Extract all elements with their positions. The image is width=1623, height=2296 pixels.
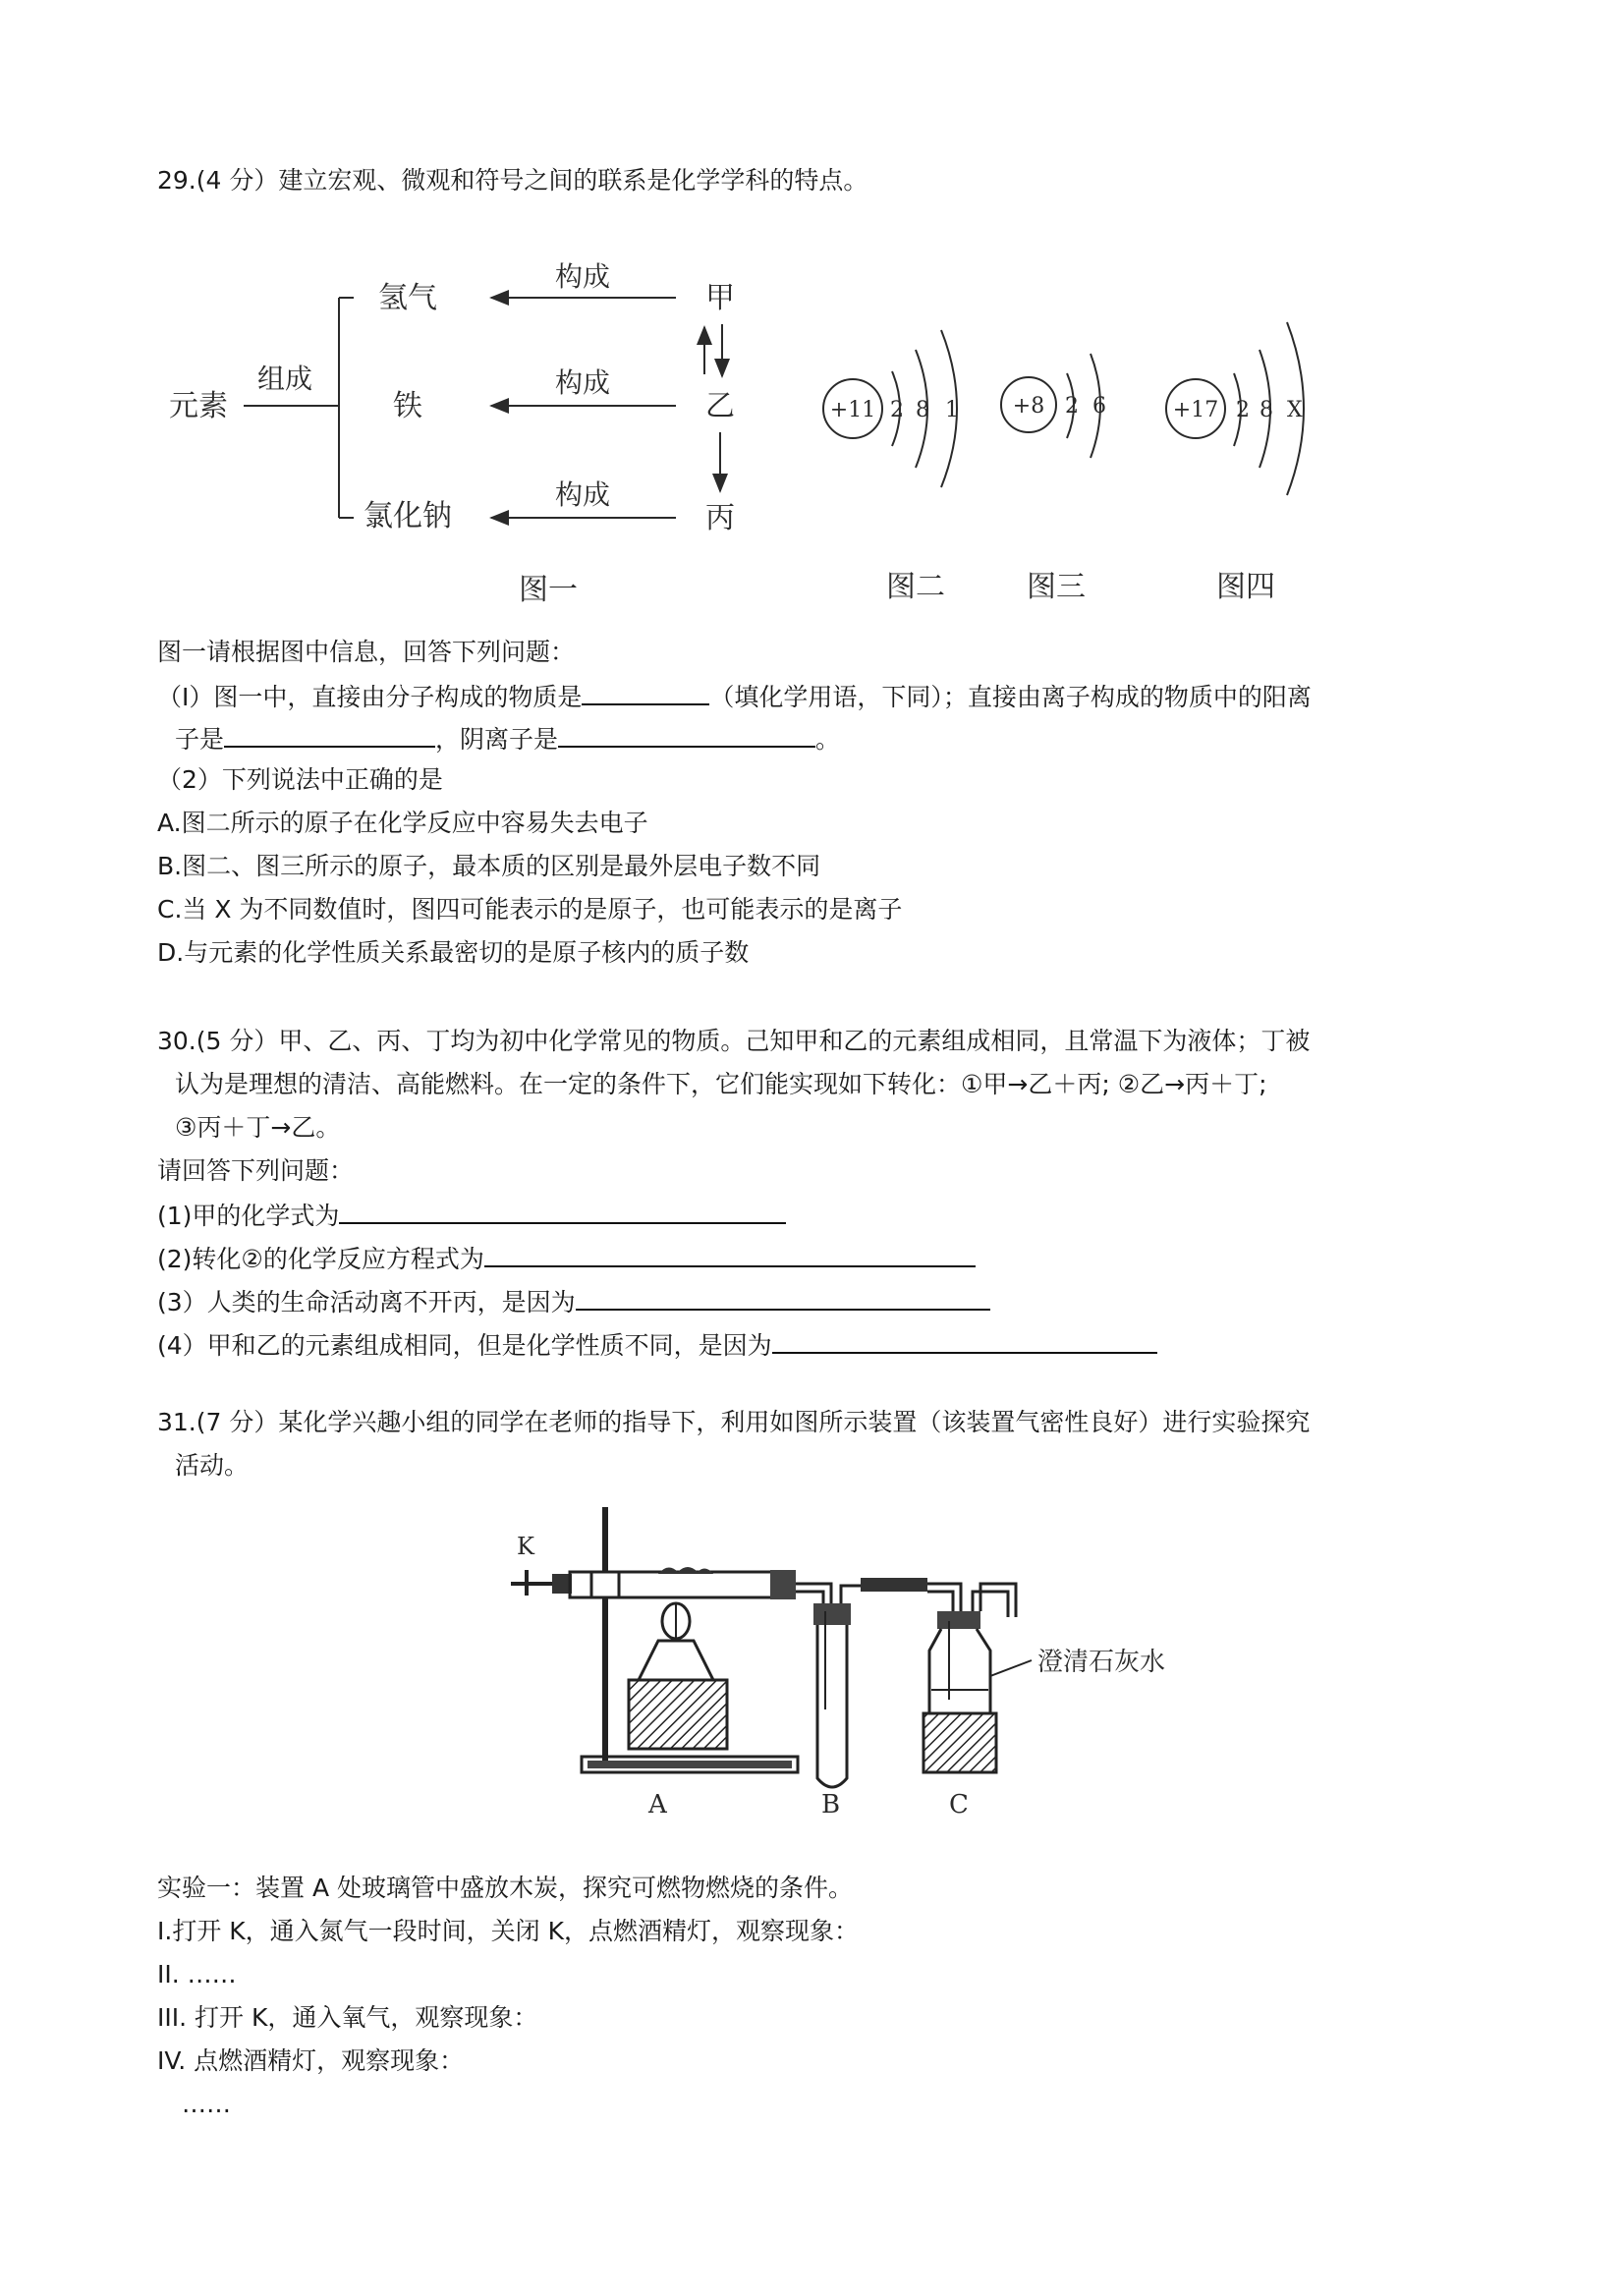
- lamp-block: [629, 1680, 727, 1749]
- particle-jia: 甲: [705, 281, 735, 315]
- q30-q1-text: (1)甲的化学式为: [157, 1202, 340, 1230]
- nucleus-charge: +11: [829, 398, 876, 422]
- answer-blank-q30-4[interactable]: [772, 1328, 1157, 1354]
- figure-3-caption: 图三: [1027, 570, 1086, 604]
- q29-part1-line1: [157, 680, 1312, 713]
- q31-step-4: IV. 点燃酒精灯，观察现象：: [157, 2046, 465, 2075]
- answer-blank-cation[interactable]: [224, 722, 435, 748]
- shell-electrons: 8: [916, 398, 929, 422]
- answer-blank-anion[interactable]: [558, 722, 815, 748]
- figure-1-caption: 图一: [519, 573, 578, 607]
- q31-experiment-1: 实验一：装置 A 处玻璃管中盛放木炭，探究可燃物燃烧的条件。: [157, 1874, 853, 1902]
- limewater-label: 澄清石灰水: [1037, 1648, 1166, 1677]
- answer-blank-q30-1[interactable]: [339, 1199, 786, 1224]
- figure-2-caption: 图二: [886, 570, 945, 604]
- shell-electrons: X: [1287, 398, 1303, 422]
- q31-line1: 31.(7 分）某化学兴趣小组的同学在老师的指导下，利用如图所示装置（该装置气密性良好）进行实验探究: [157, 1408, 1311, 1436]
- q30-question-4: [157, 1328, 1157, 1362]
- goucheng-label-3: 构成: [555, 478, 611, 511]
- q29-part1-text-a: （I）图一中，直接由分子构成的物质是: [157, 683, 583, 711]
- q30-q3-text: (3）人类的生命活动离不开丙，是因为: [157, 1288, 576, 1316]
- particle-bing: 丙: [705, 501, 735, 535]
- atom-diagrams: [806, 295, 1356, 609]
- option-a: A.图二所示的原子在化学反应中容易失去电子: [157, 809, 648, 837]
- q30-q4-text: (4）甲和乙的元素组成相同，但是化学性质不同，是因为: [157, 1331, 772, 1360]
- zucheng-label: 组成: [257, 363, 313, 395]
- q29-intro: 图一请根据图中信息，回答下列问题：: [157, 638, 576, 666]
- q29-part1-text-c: 子是: [175, 725, 225, 754]
- option-b: B.图二、图三所示的原子，最本质的区别是最外层电子数不同: [157, 852, 821, 880]
- shell-electrons: 8: [1259, 398, 1273, 422]
- answer-blank-q30-3[interactable]: [576, 1285, 990, 1311]
- apparatus-c-label: C: [949, 1790, 969, 1820]
- figure-4-caption: 图四: [1216, 570, 1275, 604]
- bottle-block: [923, 1713, 996, 1772]
- q29-title: 29.(4 分）建立宏观、微观和符号之间的联系是化学学科的特点。: [157, 166, 868, 195]
- q30-line1: 30.(5 分）甲、乙、丙、丁均为初中化学常见的物质。己知甲和乙的元素组成相同，且常温下为液体；丁被: [157, 1027, 1311, 1055]
- apparatus-figure: [491, 1493, 1199, 1827]
- option-d: D.与元素的化学性质关系最密切的是原子核内的质子数: [157, 938, 750, 967]
- q29-part2: （2）下列说法中正确的是: [157, 765, 443, 794]
- nucleus-charge: +17: [1172, 398, 1219, 422]
- particle-yi: 乙: [705, 389, 735, 423]
- q29-part1-line2: [175, 722, 840, 756]
- shell-electrons: 2: [1236, 398, 1250, 422]
- valve-k-label: K: [517, 1533, 534, 1560]
- shell-electrons: 2: [1065, 394, 1079, 419]
- q30-prompt: 请回答下列问题：: [157, 1156, 355, 1185]
- q30-question-1: [157, 1199, 786, 1232]
- goucheng-label-2: 构成: [555, 366, 611, 399]
- substance-nacl: 氯化钠: [364, 499, 452, 533]
- q30-line3: ③丙＋丁→乙。: [175, 1113, 341, 1142]
- alcohol-lamp: [639, 1603, 713, 1680]
- goucheng-label-1: 构成: [555, 260, 611, 293]
- apparatus-b-label: B: [821, 1790, 841, 1820]
- shell-electrons: 6: [1092, 394, 1106, 419]
- option-c: C.当 X 为不同数值时，图四可能表示的是原子，也可能表示的是离子: [157, 895, 903, 924]
- shell-electrons: 1: [945, 398, 959, 422]
- q31-step-2: II. ……: [157, 1960, 237, 1988]
- answer-blank-molecule[interactable]: [582, 680, 709, 705]
- shell-electrons: 2: [890, 398, 904, 422]
- atom-figure-3: [1001, 354, 1106, 604]
- atom-figure-2: [823, 330, 959, 604]
- figure-1-diagram: [157, 251, 766, 614]
- q30-question-3: [157, 1285, 990, 1318]
- apparatus-a-label: A: [648, 1790, 667, 1820]
- substance-iron: 铁: [393, 389, 422, 423]
- q31-step-1: I.打开 K，通入氮气一段时间，关闭 K，点燃酒精灯，观察现象：: [157, 1917, 860, 1945]
- q29-part1-text-e: 。: [815, 725, 841, 754]
- q30-question-2: [157, 1242, 976, 1275]
- q29-part1-text-b: （填化学用语，下同）；直接由离子构成的物质中的阳离: [709, 683, 1312, 711]
- q30-line2: 认为是理想的清洁、高能燃料。在一定的条件下，它们能实现如下转化：①甲→乙＋丙; ②乙→丙＋丁;: [175, 1070, 1267, 1098]
- nucleus-charge: +8: [1012, 394, 1045, 419]
- substance-hydrogen: 氢气: [378, 281, 437, 315]
- answer-blank-q30-2[interactable]: [484, 1242, 976, 1267]
- bottle-c: [929, 1584, 1032, 1713]
- q31-ellipsis: ……: [182, 2090, 231, 2118]
- q30-q2-text: (2)转化②的化学反应方程式为: [157, 1245, 484, 1273]
- q29-part1-text-d: ，阴离子是: [435, 725, 559, 754]
- atom-figure-4: [1166, 322, 1304, 604]
- q31-line2: 活动。: [175, 1451, 250, 1480]
- test-tube-b: [813, 1586, 863, 1787]
- q31-step-3: III. 打开 K，通入氧气，观察现象：: [157, 2003, 538, 2032]
- yuansu-label: 元素: [169, 389, 228, 423]
